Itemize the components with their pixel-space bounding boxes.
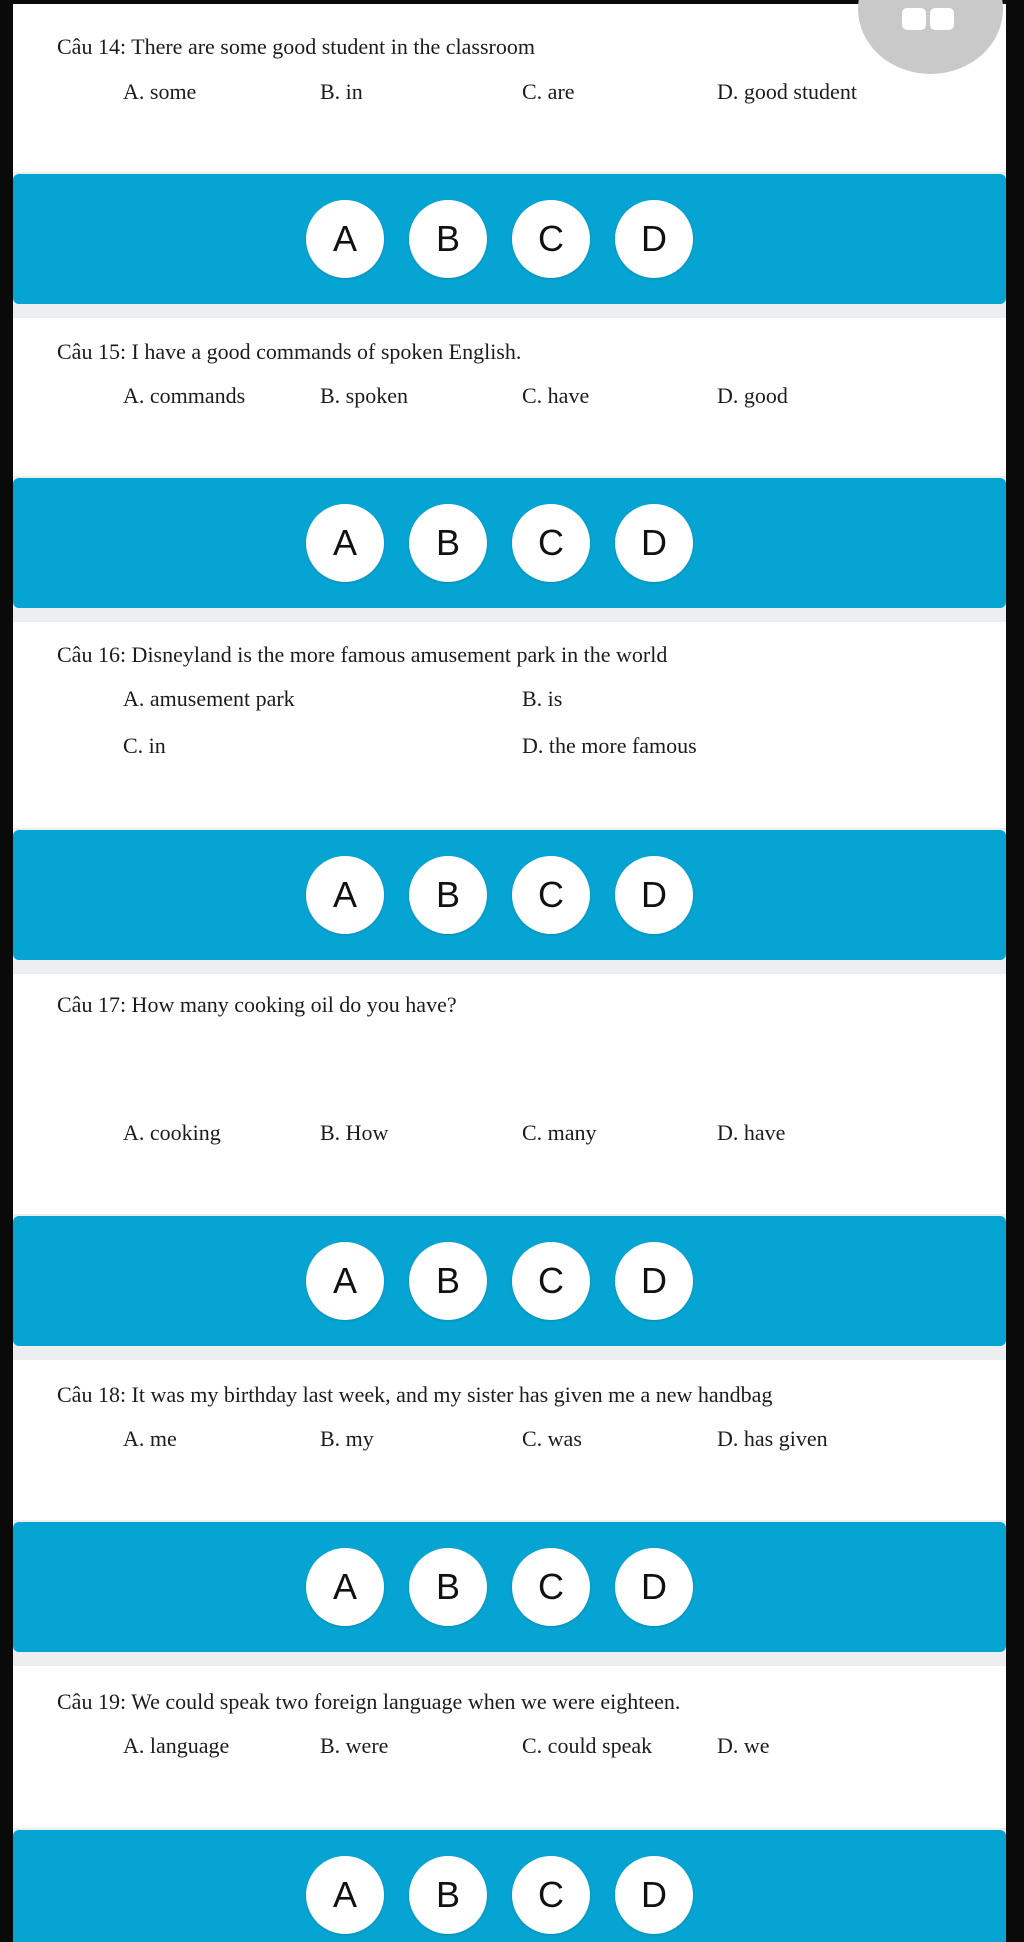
answer-button-b[interactable]: B <box>409 856 487 934</box>
answer-button-a[interactable]: A <box>306 1548 384 1626</box>
question-card-19 <box>13 1666 1006 1828</box>
option-c: C. was <box>522 1426 582 1451</box>
option-b: B. spoken <box>320 383 408 408</box>
option-a: A. commands <box>123 383 246 408</box>
answer-button-d[interactable]: D <box>615 1242 693 1320</box>
option-b: B. is <box>522 686 563 711</box>
answer-button-d[interactable]: D <box>615 1548 693 1626</box>
answer-band-18 <box>13 1522 1006 1652</box>
answer-button-a[interactable]: A <box>306 1242 384 1320</box>
answer-button-d[interactable]: D <box>615 856 693 934</box>
answer-button-b[interactable]: B <box>409 1242 487 1320</box>
answer-button-a[interactable]: A <box>306 200 384 278</box>
option-b: B. in <box>320 79 363 104</box>
option-c: C. many <box>522 1120 597 1145</box>
option-a: A. amusement park <box>123 686 295 711</box>
answer-button-b[interactable]: B <box>409 1548 487 1626</box>
toggle-square-right <box>930 8 954 30</box>
answer-band-16 <box>13 830 1006 960</box>
question-text: Câu 16: Disneyland is the more famous amusement park in the world <box>57 642 668 667</box>
answer-band-17 <box>13 1216 1006 1346</box>
answer-button-a[interactable]: A <box>306 504 384 582</box>
answer-button-c[interactable]: C <box>512 1242 590 1320</box>
answer-button-b[interactable]: B <box>409 200 487 278</box>
answer-button-c[interactable]: C <box>512 200 590 278</box>
option-d: D. good student <box>717 79 857 104</box>
answer-button-c[interactable]: C <box>512 504 590 582</box>
answer-button-a[interactable]: A <box>306 856 384 934</box>
option-c: C. in <box>123 733 166 758</box>
left-edge <box>0 0 13 1942</box>
option-d: D. has given <box>717 1426 828 1451</box>
answer-button-c[interactable]: C <box>512 856 590 934</box>
option-c: C. are <box>522 79 575 104</box>
question-card-15 <box>13 318 1006 476</box>
option-b: B. How <box>320 1120 389 1145</box>
answer-button-d[interactable]: D <box>615 1856 693 1934</box>
question-card-16 <box>13 622 1006 828</box>
question-text: Câu 19: We could speak two foreign language when we were eighteen. <box>57 1689 681 1714</box>
answer-button-d[interactable]: D <box>615 504 693 582</box>
answer-button-c[interactable]: C <box>512 1548 590 1626</box>
answer-band-14 <box>13 174 1006 304</box>
answer-button-b[interactable]: B <box>409 504 487 582</box>
option-a: A. cooking <box>123 1120 221 1145</box>
answer-band-19 <box>13 1830 1006 1942</box>
right-edge <box>1006 0 1024 1942</box>
option-d: D. good <box>717 383 788 408</box>
option-a: A. some <box>123 79 197 104</box>
toggle-square-left <box>902 8 926 30</box>
option-d: D. the more famous <box>522 733 697 758</box>
question-text: Câu 17: How many cooking oil do you have? <box>57 992 457 1017</box>
option-a: A. me <box>123 1426 177 1451</box>
option-a: A. language <box>123 1733 230 1758</box>
option-b: B. were <box>320 1733 389 1758</box>
option-c: C. have <box>522 383 590 408</box>
question-card-14 <box>13 4 1006 172</box>
option-d: D. we <box>717 1733 770 1758</box>
option-b: B. my <box>320 1426 374 1451</box>
question-card-18 <box>13 1360 1006 1520</box>
question-card-17 <box>13 974 1006 1214</box>
answer-button-d[interactable]: D <box>615 200 693 278</box>
question-text: Câu 14: There are some good student in the classroom <box>57 34 535 59</box>
option-c: C. could speak <box>522 1733 653 1758</box>
question-text: Câu 18: It was my birthday last week, and my sister has given me a new handbag <box>57 1382 773 1407</box>
option-d: D. have <box>717 1120 786 1145</box>
answer-button-c[interactable]: C <box>512 1856 590 1934</box>
answer-band-15 <box>13 478 1006 608</box>
question-text: Câu 15: I have a good commands of spoken English. <box>57 339 522 364</box>
answer-button-b[interactable]: B <box>409 1856 487 1934</box>
answer-button-a[interactable]: A <box>306 1856 384 1934</box>
